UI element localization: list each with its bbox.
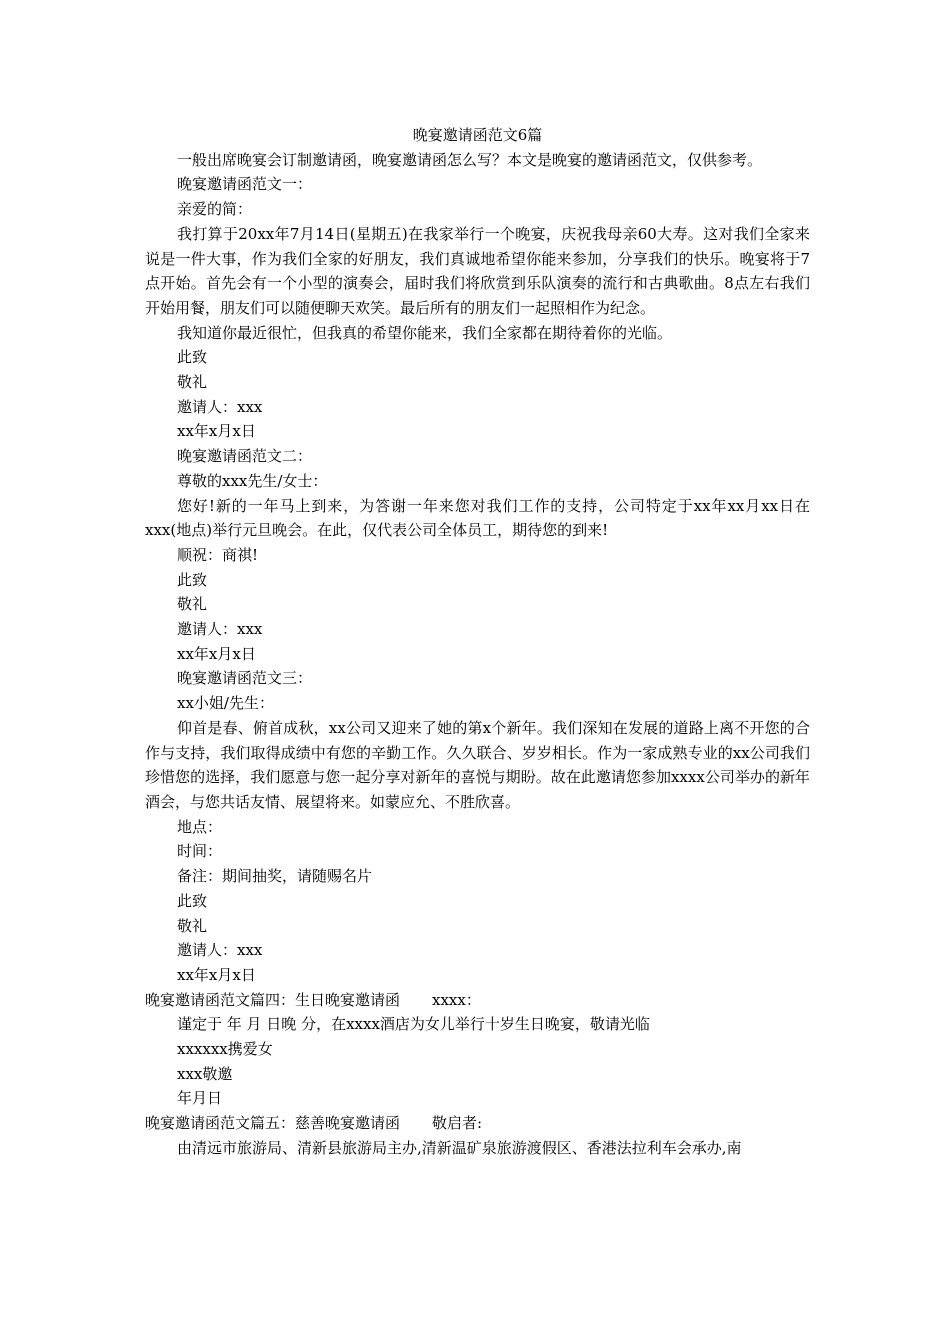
sample1-salutation: 亲爱的简： <box>177 200 253 219</box>
sample2-heading: 晚宴邀请函范文二： <box>177 447 313 466</box>
sample1-closing1: 此致 <box>177 348 208 367</box>
sample2-wish: 顺祝：商祺! <box>177 545 259 564</box>
sample2-body: 您好!新的一年马上到来，为答谢一年来您对我们工作的支持，公司特定于xx年xx月xx日在xxx(地点)举行元旦晚会。在此，仅代表公司全体员工，期待您的到来! <box>145 496 810 540</box>
sample5-heading-line <box>145 1111 810 1136</box>
sample3-time: 时间： <box>177 842 223 861</box>
sample3-closing2: 敬礼 <box>177 916 208 935</box>
sample1-date: xx年x月x日 <box>177 422 256 441</box>
sample3-inviter: 邀请人：xxx <box>177 941 263 960</box>
sample4-heading-tail: xxxx： <box>432 990 481 1009</box>
sample4-date: 年月日 <box>177 1089 223 1108</box>
sample2-inviter: 邀请人：xxx <box>177 620 263 639</box>
sample3-salutation: xx小姐/先生： <box>177 694 274 713</box>
sample2-closing1: 此致 <box>177 570 208 589</box>
sample3-heading: 晚宴邀请函范文三： <box>177 669 313 688</box>
sample4-sign2: xxx敬邀 <box>177 1064 233 1083</box>
sample2-date: xx年x月x日 <box>177 644 256 663</box>
sample3-closing1: 此致 <box>177 891 208 910</box>
sample1-body2: 我知道你最近很忙，但我真的希望你能来，我们全家都在期待着你的光临。 <box>177 323 673 342</box>
sample3-date: xx年x月x日 <box>177 965 256 984</box>
sample4-body: 谨定于 年 月 日晚 分，在xxxx酒店为女儿举行十岁生日晚宴，敬请光临 <box>177 1015 650 1034</box>
sample5-heading-tail: 敬启者: <box>432 1114 483 1133</box>
sample1-body: 我打算于20xx年7月14日(星期五)在我家举行一个晚宴，庆祝我母亲60大寿。这对我们全家来说是一件大事，作为我们全家的好朋友，我们真诚地希望你能来参加，分享我们的快乐。晚宴将于7点开始。首先会有一个小型的演奏会，届时我们将欣赏到乐队演奏的流行和古典歌曲。8点左右我们开始用餐，朋友们可以随便聊天欢笑。最后所有的朋友们一起照相作为纪念。 <box>145 224 810 317</box>
sample2-salutation: 尊敬的xxx先生/女士： <box>177 471 328 490</box>
sample4-sign1: xxxxxx携爱女 <box>177 1040 273 1059</box>
sample1-heading: 晚宴邀请函范文一： <box>177 175 313 194</box>
document-title: 晚宴邀请函范文6篇 <box>412 126 543 144</box>
document-page <box>145 123 810 1161</box>
sample5-heading: 晚宴邀请函范文篇五：慈善晚宴邀请函 <box>145 1114 401 1133</box>
sample3-body: 仰首是春、俯首成秋，xx公司又迎来了她的第x个新年。我们深知在发展的道路上离不开您的合作与支持，我们取得成绩中有您的辛勤工作。久久联合、岁岁相长。作为一家成熟专业的xx公司我们珍惜您的选择，我们愿意与您一起分享对新年的喜悦与期盼。故在此邀请您参加xxxx公司举办的新年酒会，与您共话友情、展望将来。如蒙应允、不胜欣喜。 <box>145 718 810 811</box>
sample1-closing2: 敬礼 <box>177 373 208 392</box>
sample3-place: 地点： <box>177 817 223 836</box>
sample4-heading-line <box>145 988 810 1013</box>
sample2-closing2: 敬礼 <box>177 595 208 614</box>
sample4-heading: 晚宴邀请函范文篇四：生日晚宴邀请函 <box>145 990 401 1009</box>
sample3-note: 备注：期间抽奖，请随赐名片 <box>177 867 373 886</box>
sample5-body: 由清远市旅游局、清新县旅游局主办,清新温矿泉旅游渡假区、香港法拉利车会承办,南 <box>177 1138 742 1157</box>
intro-paragraph: 一般出席晚宴会订制邀请函，晚宴邀请函怎么写？本文是晚宴的邀请函范文，仅供参考。 <box>177 150 763 169</box>
sample1-inviter: 邀请人：xxx <box>177 397 263 416</box>
